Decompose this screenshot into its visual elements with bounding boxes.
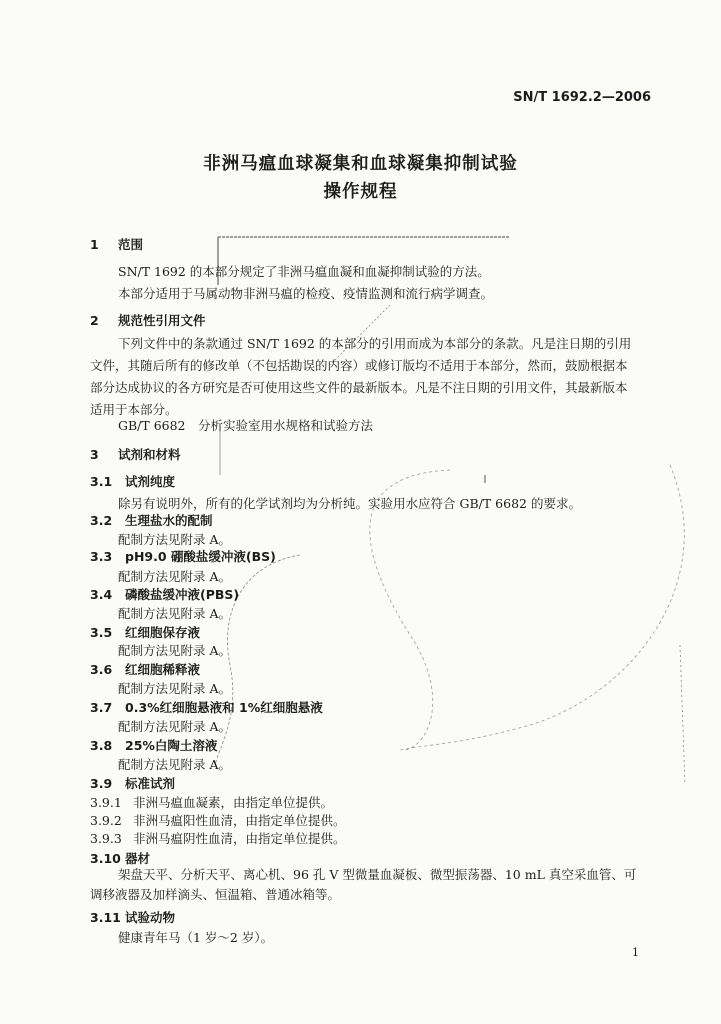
clause-number: 3.5 (90, 625, 113, 640)
clause-title: 25%白陶土溶液 (125, 738, 218, 753)
clause-text: 非洲马瘟阴性血清，由指定单位提供。 (133, 831, 346, 846)
clause-3-6-heading (90, 660, 200, 678)
clause-number: 3.11 (90, 910, 121, 925)
s1-paragraph-2: 本部分适用于马属动物非洲马瘟的检疫、疫情监测和流行病学调查。 (118, 286, 494, 301)
clause-3-3-text: 配制方法见附录 A。 (118, 569, 232, 584)
clause-3-1-heading (90, 472, 175, 490)
clause-3-2-heading (90, 511, 213, 529)
clause-3-7-text: 配制方法见附录 A。 (118, 719, 232, 734)
clause-3-2-text: 配制方法见附录 A。 (118, 532, 232, 547)
section-2-heading (90, 311, 206, 329)
clause-3-9-1 (90, 793, 333, 811)
s2-normative-reference: GB/T 6682 分析实验室用水规格和试验方法 (118, 418, 374, 433)
section-title: 范围 (118, 237, 144, 252)
clause-3-9-3 (90, 829, 346, 847)
clause-number: 3.9.1 (90, 795, 122, 810)
clause-number: 3.7 (90, 700, 113, 715)
clause-3-4-heading (90, 585, 239, 603)
section-number: 1 (90, 237, 99, 252)
clause-title: 红细胞稀释液 (125, 662, 201, 677)
clause-number: 3.3 (90, 549, 113, 564)
standard-code: SN/T 1692.2—2006 (513, 90, 651, 105)
clause-3-3-heading (90, 547, 276, 565)
s1-paragraph-1: SN/T 1692 的本部分规定了非洲马瘟血凝和血凝抑制试验的方法。 (118, 264, 490, 279)
clause-3-6-text: 配制方法见附录 A。 (118, 681, 232, 696)
clause-3-11-heading (90, 908, 175, 926)
clause-text: 非洲马瘟阳性血清，由指定单位提供。 (133, 813, 346, 828)
clause-3-8-text: 配制方法见附录 A。 (118, 757, 232, 772)
clause-number: 3.9.2 (90, 813, 122, 828)
clause-number: 3.9.3 (90, 831, 122, 846)
clause-title: 红细胞保存液 (125, 625, 201, 640)
clause-3-9-heading (90, 774, 175, 792)
clause-title: 器材 (125, 851, 151, 866)
clause-number: 3.6 (90, 662, 113, 677)
s2-paragraph: 下列文件中的条款通过 SN/T 1692 的本部分的引用而成为本部分的条款。凡是注日期的引用文件，其随后所有的修改单（不包括勘误的内容）或修订版均不适用于本部分，然而，鼓励根据本部分达成协议的各方研究是否可使用这些文件的最新版本。凡是不注日期的引用文件，其最新版本适用于本部分。 (90, 336, 632, 417)
clause-text: 非洲马瘟血凝素，由指定单位提供。 (133, 795, 334, 810)
clause-number: 3.2 (90, 513, 113, 528)
clause-number: 3.9 (90, 776, 113, 791)
section-3-heading (90, 445, 181, 463)
section-title: 试剂和材料 (118, 447, 181, 462)
clause-3-5-heading (90, 623, 200, 641)
clause-title: 标准试剂 (125, 776, 176, 791)
clause-3-1-text: 除另有说明外，所有的化学试剂均为分析纯。实验用水应符合 GB/T 6682 的要求。 (118, 496, 581, 511)
clause-number: 3.1 (90, 474, 113, 489)
clause-title: pH9.0 硼酸盐缓冲液(BS) (125, 549, 276, 564)
clause-title: 0.3%红细胞悬液和 1%红细胞悬液 (125, 700, 323, 715)
section-number: 2 (90, 313, 99, 328)
clause-3-9-2 (90, 811, 346, 829)
clause-3-8-heading (90, 736, 217, 754)
clause-title: 试验动物 (125, 910, 176, 925)
document-title: 非洲马瘟血球凝集和血球凝集抑制试验 (203, 154, 518, 174)
clause-title: 生理盐水的配制 (125, 513, 213, 528)
section-1-heading (90, 235, 143, 253)
clause-title: 试剂纯度 (125, 474, 176, 489)
page-number: 1 (632, 946, 639, 959)
clause-3-11-text: 健康青年马（1 岁～2 岁）。 (118, 930, 274, 945)
clause-3-10-text: 架盘天平、分析天平、离心机、96 孔 V 型微量血凝板、微型振荡器、10 mL 真空采血管、可调移液器及加样滴头、恒温箱、普通冰箱等。 (90, 867, 637, 902)
clause-number: 3.10 (90, 851, 121, 866)
clause-3-5-text: 配制方法见附录 A。 (118, 643, 232, 658)
clause-3-7-heading (90, 698, 323, 716)
document-subtitle: 操作规程 (323, 182, 398, 202)
clause-title: 磷酸盐缓冲液(PBS) (125, 587, 240, 602)
clause-number: 3.8 (90, 738, 113, 753)
clause-3-4-text: 配制方法见附录 A。 (118, 606, 232, 621)
clause-number: 3.4 (90, 587, 113, 602)
section-title: 规范性引用文件 (118, 313, 206, 328)
section-number: 3 (90, 447, 99, 462)
